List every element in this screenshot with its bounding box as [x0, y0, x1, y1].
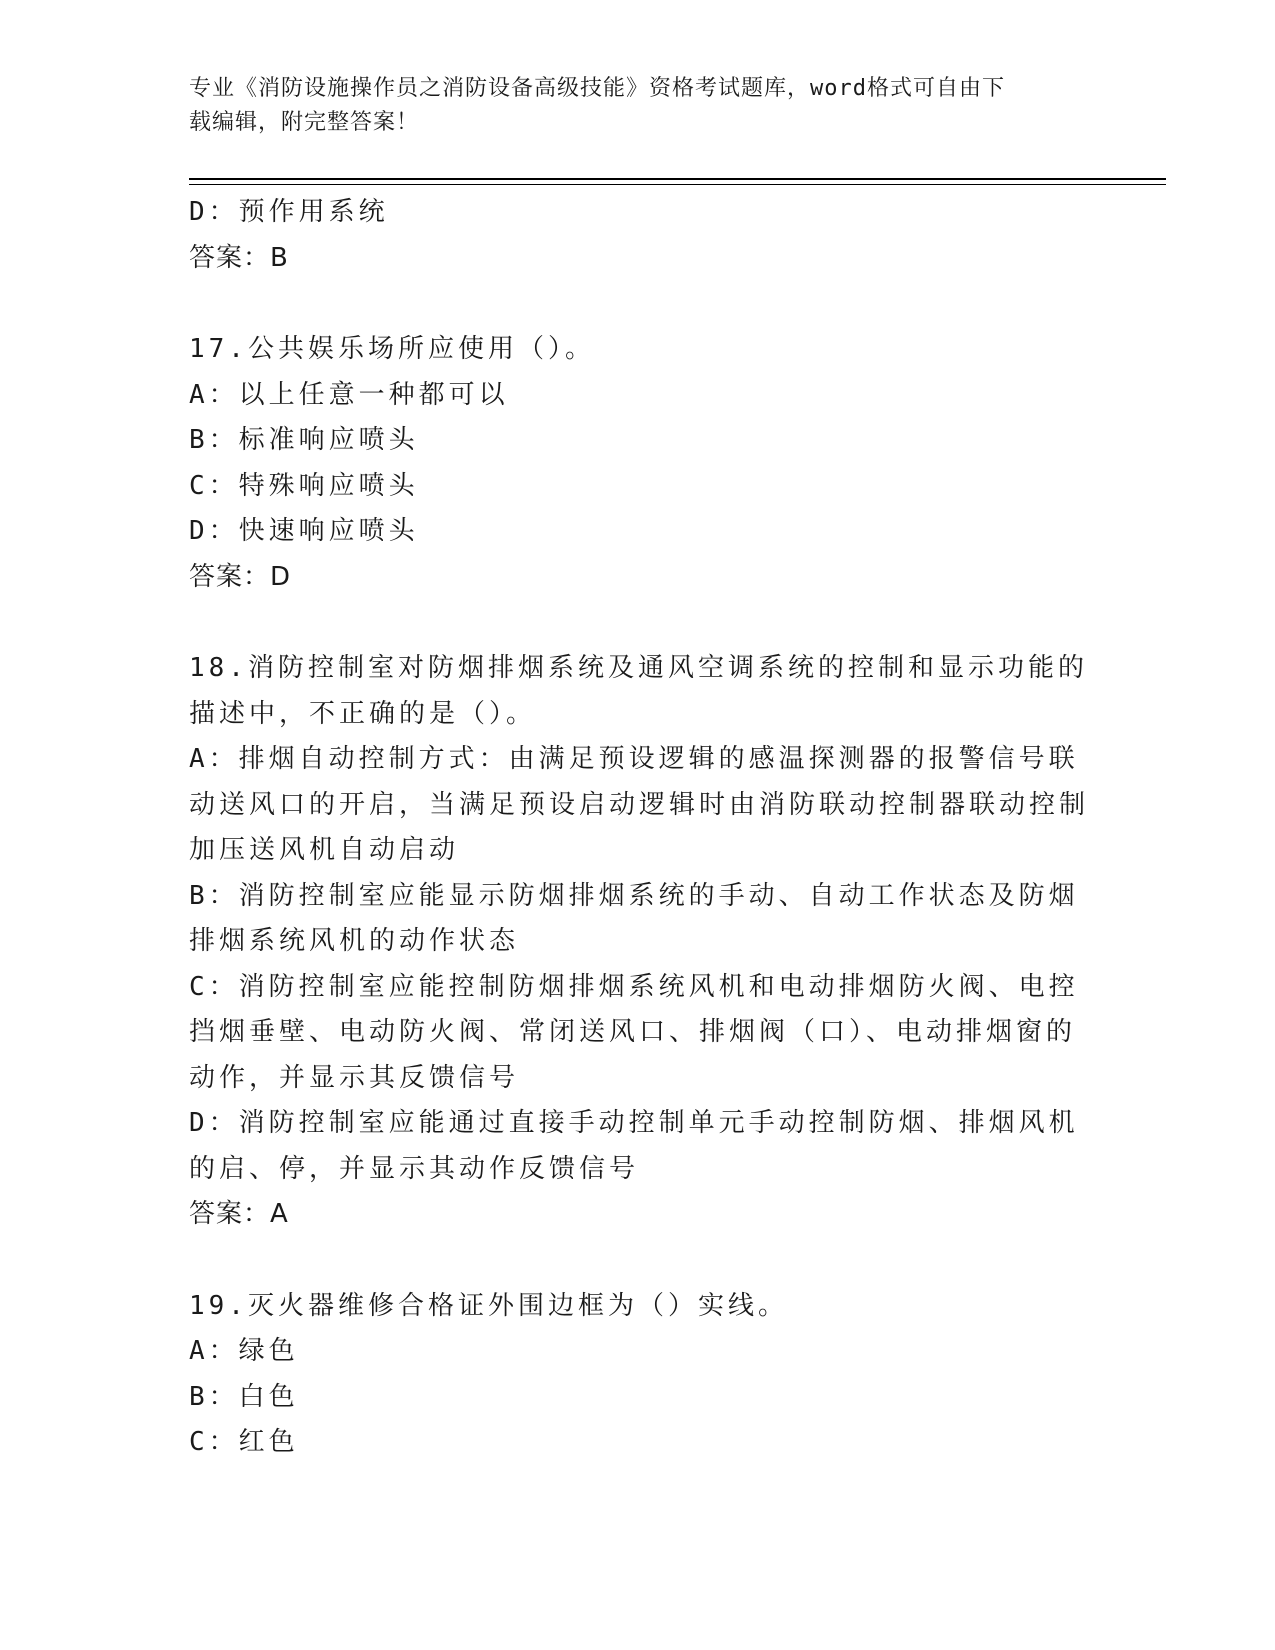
- spacer: [189, 600, 1089, 646]
- question-18-option-b: B：消防控制室应能显示防烟排烟系统的手动、自动工作状态及防烟排烟系统风机的动作状态: [189, 880, 1079, 956]
- question-19-stem: 19.灭火器维修合格证外围边框为（）实线。: [189, 1290, 788, 1321]
- question-17-option-c: C：特殊响应喷头: [189, 470, 419, 501]
- question-content: [189, 190, 1089, 1466]
- question-19-option-a: A：绿色: [189, 1336, 299, 1366]
- header-line-2: 载编辑，附完整答案！: [189, 110, 420, 135]
- spacer: [189, 1238, 1089, 1284]
- question-18-stem: 18.消防控制室对防烟排烟系统及通风空调系统的控制和显示功能的描述中，不正确的是（）。: [189, 653, 1088, 729]
- question-18-option-d: D：消防控制室应能通过直接手动控制单元手动控制防烟、排烟风机的启、停，并显示其动作反馈信号: [189, 1108, 1079, 1184]
- document-header: [189, 72, 1089, 140]
- question-17-stem: 17.公共娱乐场所应使用（）。: [189, 334, 595, 364]
- spacer: [189, 281, 1089, 327]
- question-19-option-b: B：白色: [189, 1381, 299, 1412]
- question-17-option-d: D：快速响应喷头: [189, 516, 419, 546]
- question-17-answer: 答案：D: [189, 561, 292, 592]
- header-divider-thick: [189, 178, 1166, 180]
- question-17-option-a: A：以上任意一种都可以: [189, 379, 509, 410]
- question-18-option-c: C：消防控制室应能控制防烟排烟系统风机和电动排烟防火阀、电控挡烟垂壁、电动防火阀、常闭送风口、排烟阀（口）、电动排烟窗的动作，并显示其反馈信号: [189, 971, 1079, 1093]
- header-line-1: 专业《消防设施操作员之消防设备高级技能》资格考试题库，word格式可自由下: [189, 76, 1005, 101]
- question-17-option-b: B：标准响应喷头: [189, 425, 419, 455]
- header-divider-thin: [189, 184, 1166, 185]
- question-18-option-a: A：排烟自动控制方式：由满足预设逻辑的感温探测器的报警信号联动送风口的开启，当满足预设启动逻辑时由消防联动控制器联动控制加压送风机自动启动: [189, 744, 1090, 865]
- prev-answer: 答案：B: [189, 242, 289, 273]
- prev-option-d: D：预作用系统: [189, 197, 389, 227]
- question-19-option-c: C：红色: [189, 1427, 299, 1457]
- question-18-answer: 答案：A: [189, 1199, 289, 1229]
